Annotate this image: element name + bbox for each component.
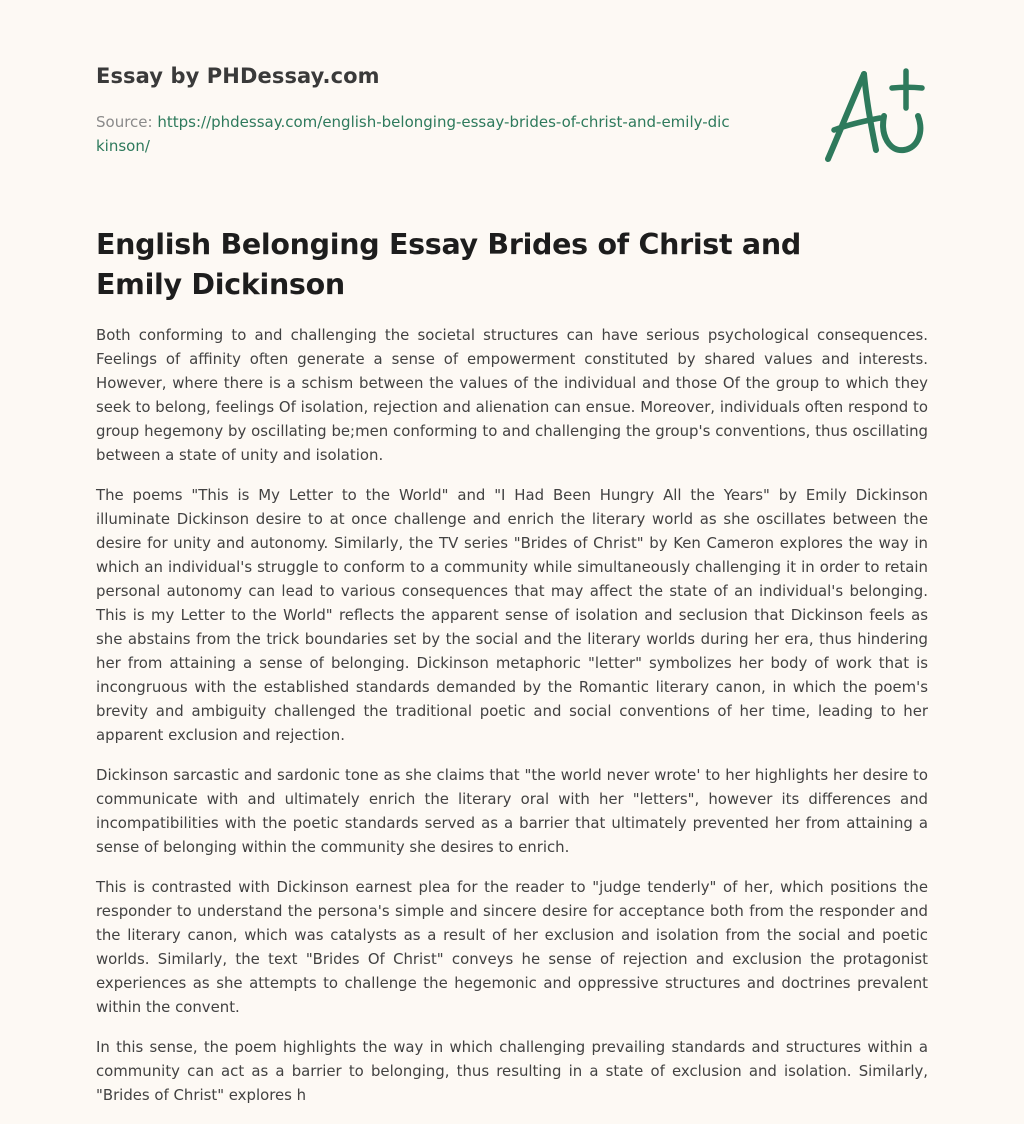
source-line [96,110,736,158]
essay-title: English Belonging Essay Brides of Christ and Emily Dickinson [96,228,801,301]
a-plus-logo-icon [820,66,932,166]
source-label: Source: [96,113,153,131]
site-title: Essay by PHDessay.com [96,64,380,88]
essay-paragraph: This is contrasted with Dickinson earnest plea for the reader to "judge tenderly" of her, which positions the responder to understand the persona's simple and sincere desire for acceptance both from the responder and the literary canon, which was catalysts as a result of her exclusion and isolation from the social and poetic worlds. Similarly, the text "Brides Of Christ" conveys he sense of rejection and exclusion the protagonist experiences as she attempts to challenge the hegemonic and oppressive structures and doctrines prevalent within the convent. [96,878,928,1016]
essay-paragraph: The poems "This is My Letter to the World" and "I Had Been Hungry All the Years" by Emily Dickinson illuminate Dickinson desire to at once challenge and enrich the literary world as she oscillates between the desire for unity and autonomy. Similarly, the TV series "Brides of Christ" by Ken Cameron explores the way in which an individual's struggle to conform to a community while simultaneously challenging it in order to retain personal autonomy can lead to various consequences that may affect the state of an individual's belonging. This is my Letter to the World" reflects the apparent sense of isolation and seclusion that Dickinson feels as she abstains from the trick boundaries set by the social and the literary worlds during her era, thus hindering her from attaining a sense of belonging. Dickinson metaphoric "letter" symbolizes her body of work that is incongruous with the established standards demanded by the Romantic literary canon, in which the poem's brevity and ambiguity challenged the traditional poetic and social conventions of her time, leading to her apparent exclusion and rejection. [96,486,928,744]
essay-paragraph: Dickinson sarcastic and sardonic tone as she claims that "the world never wrote' to her highlights her desire to communicate with and ultimately enrich the literary oral with her "letters", however its differences and incompatibilities with the poetic standards served as a barrier that ultimately prevented her from attaining a sense of belonging within the community she desires to enrich. [96,766,928,856]
essay-body [96,323,928,1123]
essay-paragraph: Both conforming to and challenging the societal structures can have serious psychological consequences. Feelings of affinity often generate a sense of empowerment constituted by shared values and interests. However, where there is a schism between the values of the individual and those Of the group to which they seek to belong, feelings Of isolation, rejection and alienation can ensue. Moreover, individuals often respond to group hegemony by oscillating be;men conforming to and challenging the group's conventions, thus oscillating between a state of unity and isolation. [96,326,928,464]
essay-paragraph: In this sense, the poem highlights the way in which challenging prevailing standards and structures within a community can act as a barrier to belonging, thus resulting in a state of exclusion and isolation. Similarly, "Brides of Christ" explores h [96,1038,928,1104]
source-link[interactable]: https://phdessay.com/english-belonging-essay-brides-of-christ-and-emily-dickinson/ [96,113,730,155]
